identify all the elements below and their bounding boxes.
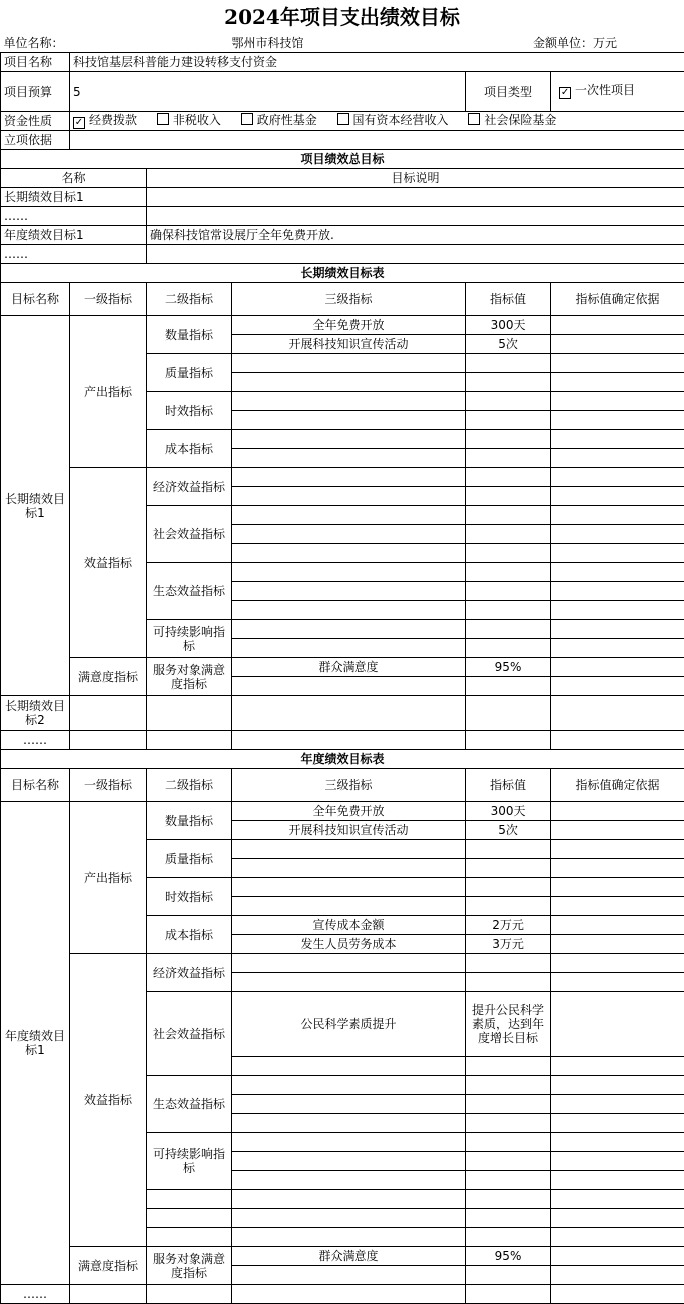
long-term-target-label: 长期绩效目标1: [1, 188, 147, 207]
long-social: 社会效益指标: [147, 506, 232, 563]
annual-so1-name: 公民科学素质提升: [232, 992, 466, 1057]
amount-unit: 金额单位：万元: [466, 34, 684, 53]
long-output: 产出指标: [70, 316, 147, 468]
header-row: [1, 34, 684, 53]
col-basis: 指标值确定依据: [551, 283, 684, 316]
fund-label: 资金性质: [1, 112, 70, 131]
fund-option-govfund[interactable]: 政府性基金: [241, 113, 317, 127]
long-benefit: 效益指标: [70, 468, 147, 658]
long-table-header: [1, 283, 684, 316]
long-satisfaction: 满意度指标: [70, 658, 147, 696]
annual-c1-value: 2万元: [466, 916, 551, 935]
fund-option-stateowned[interactable]: 国有资本经营收入: [337, 113, 449, 127]
long-quality: 质量指标: [147, 354, 232, 392]
annual-q1-value: 300天: [466, 802, 551, 821]
long-timeliness: 时效指标: [147, 392, 232, 430]
annual-benefit: 效益指标: [70, 954, 147, 1247]
performance-form: [0, 34, 684, 1304]
annual-q1-name: 全年免费开放: [232, 802, 466, 821]
unit-value: 鄂州市科技馆: [70, 34, 466, 53]
col-desc: 目标说明: [147, 169, 684, 188]
annual-table-header: [1, 769, 684, 802]
long-s1-value: 95%: [466, 658, 551, 677]
checkbox-icon: [468, 113, 480, 125]
annual-q2-name: 开展科技知识宣传活动: [232, 821, 466, 840]
col-value: 指标值: [466, 283, 551, 316]
col-target: 目标名称: [1, 283, 70, 316]
annual-cost: 成本指标: [147, 916, 232, 954]
annual-social: 社会效益指标: [147, 992, 232, 1076]
long-ecological: 生态效益指标: [147, 563, 232, 620]
budget-label: 项目预算: [1, 72, 70, 112]
basis-row: [1, 131, 684, 150]
long-s1-name: 群众满意度: [232, 658, 466, 677]
long-q1-value: 300天: [466, 316, 551, 335]
col-name: 名称: [1, 169, 147, 188]
col-level3: 三级指标: [232, 769, 466, 802]
annual-quality: 质量指标: [147, 840, 232, 878]
project-name-row: [1, 53, 684, 72]
long-sustainable: 可持续影响指标: [147, 620, 232, 658]
checkbox-icon: [157, 113, 169, 125]
col-level3: 三级指标: [232, 283, 466, 316]
long-economic: 经济效益指标: [147, 468, 232, 506]
annual-economic: 经济效益指标: [147, 954, 232, 992]
annual-s1-name: 群众满意度: [232, 1247, 466, 1266]
checkbox-checked-icon: ✓: [559, 87, 571, 99]
annual-c1-name: 宣传成本金额: [232, 916, 466, 935]
col-basis: 指标值确定依据: [551, 769, 684, 802]
annual-target-label: 年度绩效目标1: [1, 226, 147, 245]
long-quantity: 数量指标: [147, 316, 232, 354]
col-level2: 二级指标: [147, 769, 232, 802]
long-cost: 成本指标: [147, 430, 232, 468]
long-q2-value: 5次: [466, 335, 551, 354]
long-target-name: 长期绩效目标1: [1, 316, 70, 696]
annual-satisfaction: 满意度指标: [70, 1247, 147, 1285]
annual-sustainable: 可持续影响指标: [147, 1133, 232, 1190]
col-level1: 一级指标: [70, 769, 147, 802]
annual-q2-value: 5次: [466, 821, 551, 840]
annual-quantity: 数量指标: [147, 802, 232, 840]
annual-service: 服务对象满意度指标: [147, 1247, 232, 1285]
project-name-label: 项目名称: [1, 53, 70, 72]
fund-option-nontax[interactable]: 非税收入: [157, 113, 221, 127]
long-table-title: 长期绩效目标表: [1, 264, 684, 283]
long-q2-name: 开展科技知识宣传活动: [232, 335, 466, 354]
project-budget-row: [1, 72, 684, 112]
annual-table-title: 年度绩效目标表: [1, 750, 684, 769]
col-value: 指标值: [466, 769, 551, 802]
checkbox-checked-icon: ✓: [73, 117, 85, 129]
annual-target-desc: 确保科技馆常设展厅全年免费开放.: [147, 226, 684, 245]
budget-value: 5: [70, 72, 466, 112]
type-label: 项目类型: [466, 72, 551, 112]
fund-option-appropriation[interactable]: ✓ 经费拨款: [73, 113, 137, 129]
annual-c2-name: 发生人员劳务成本: [232, 935, 466, 954]
fund-option-insurance[interactable]: 社会保险基金: [468, 113, 556, 127]
ellipsis: ……: [1, 731, 70, 750]
checkbox-icon: [241, 113, 253, 125]
basis-label: 立项依据: [1, 131, 70, 150]
annual-s1-value: 95%: [466, 1247, 551, 1266]
page-title: 2024年项目支出绩效目标: [0, 0, 684, 34]
col-target: 目标名称: [1, 769, 70, 802]
annual-c2-value: 3万元: [466, 935, 551, 954]
ellipsis: ……: [1, 207, 147, 226]
col-level2: 二级指标: [147, 283, 232, 316]
annual-output: 产出指标: [70, 802, 147, 954]
checkbox-icon: [337, 113, 349, 125]
annual-so1-value: 提升公民科学素质，达到年度增长目标: [466, 992, 551, 1057]
fund-options: [70, 112, 684, 131]
annual-timeliness: 时效指标: [147, 878, 232, 916]
overall-section-title: 项目绩效总目标: [1, 150, 684, 169]
type-option-onetime[interactable]: ✓ 一次性项目: [559, 83, 635, 99]
basis-value: [70, 131, 684, 150]
long-q1-name: 全年免费开放: [232, 316, 466, 335]
ellipsis: ……: [1, 245, 147, 264]
col-level1: 一级指标: [70, 283, 147, 316]
project-name-value: 科技馆基层科普能力建设转移支付资金: [70, 53, 684, 72]
annual-target-name: 年度绩效目标1: [1, 802, 70, 1285]
annual-ecological: 生态效益指标: [147, 1076, 232, 1133]
ellipsis: ……: [1, 1285, 70, 1304]
long-term-target-desc: [147, 188, 684, 207]
type-options: [551, 72, 684, 112]
long-service: 服务对象满意度指标: [147, 658, 232, 696]
long-target-name-2: 长期绩效目标2: [1, 696, 70, 731]
unit-label: 单位名称：: [1, 34, 70, 53]
fund-type-row: [1, 112, 684, 131]
